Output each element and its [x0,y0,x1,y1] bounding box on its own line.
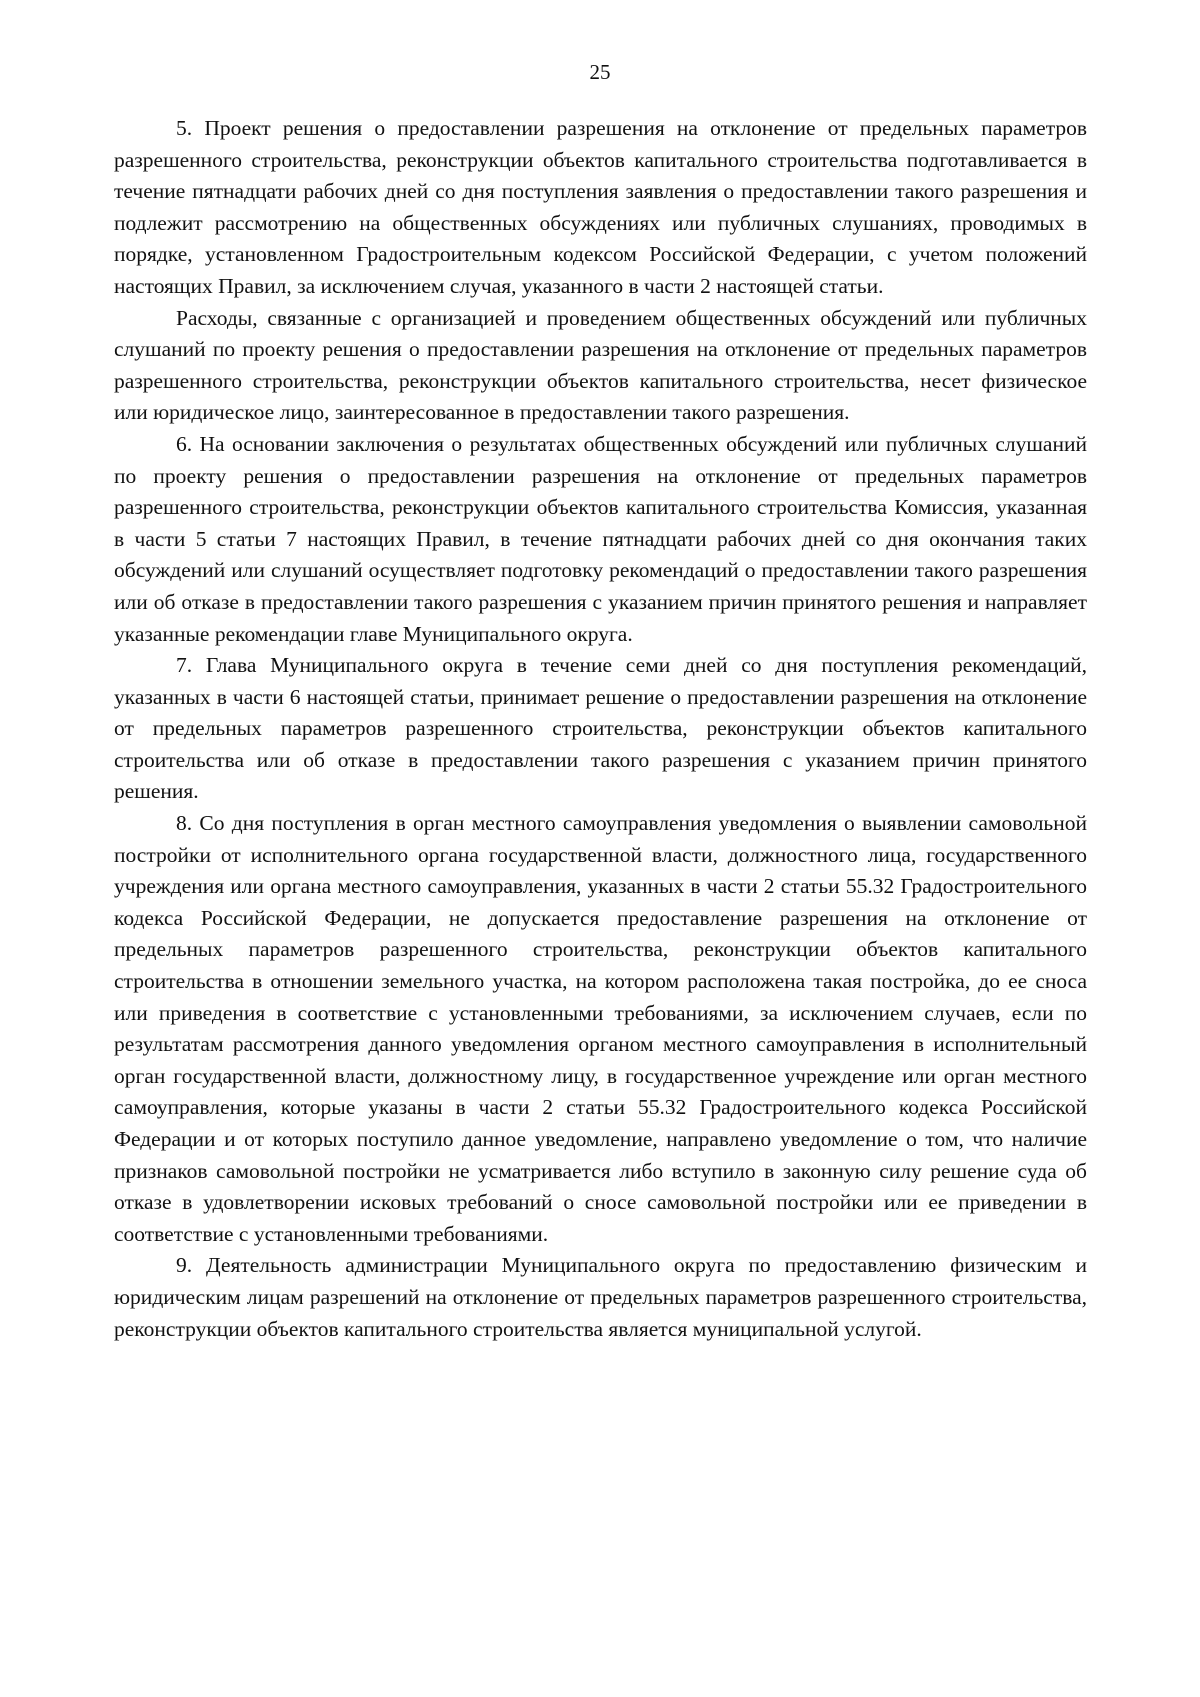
document-body [114,113,1087,1345]
paragraph-9: 9. Деятельность администрации Муниципального округа по предоставлению физическим и юридическим лицам разрешений на отклонение от предельных параметров разрешенного строительства, реконструкции объектов капитального строительства является муниципальной услугой. [114,1253,1087,1341]
paragraph-7: 7. Глава Муниципального округа в течение семи дней со дня поступления рекомендаций, указанных в части 6 настоящей статьи, принимает решение о предоставлении разрешения на отклонение от предельных параметров разрешенного строительства, реконструкции объектов капитального строительства или об отказе в предоставлении такого разрешения с указанием причин принятого решения. [114,653,1087,804]
paragraph-6: 6. На основании заключения о результатах общественных обсуждений или публичных слушаний по проекту решения о предоставлении разрешения на отклонение от предельных параметров разрешенного строительства, реконструкции объектов капитального строительства Комиссия, указанная в части 5 статьи 7 настоящих Правил, в течение пятнадцати рабочих дней со дня окончания таких обсуждений или слушаний осуществляет подготовку рекомендаций о предоставлении такого разрешения или об отказе в предоставлении такого разрешения с указанием причин принятого решения и направляет указанные рекомендации главе Муниципального округа. [114,431,1087,646]
paragraph-8: 8. Со дня поступления в орган местного самоуправления уведомления о выявлении самовольной постройки от исполнительного органа государственной власти, должностного лица, государственного учреждения или органа местного самоуправления, указанных в части 2 статьи 55.32 Градостроительного кодекса Российской Федерации, не допускается предоставление разрешения на отклонение от предельных параметров разрешенного строительства, реконструкции объектов капитального строительства в отношении земельного участка, на котором расположена такая постройка, до ее сноса или приведения в соответствие с установленными требованиями, за исключением случаев, если по результатам рассмотрения данного уведомления органом местного самоуправления в исполнительный орган государственной власти, должностному лицу, в государственное учреждение или орган местного самоуправления, которые указаны в части 2 статьи 55.32 Градостроительного кодекса Российской Федерации и от которых поступило данное уведомление, направлено уведомление о том, что наличие признаков самовольной постройки не усматривается либо вступило в законную силу решение суда об отказе в удовлетворении исковых требований о сносе самовольной постройки или ее приведении в соответствие с установленными требованиями. [114,811,1087,1246]
paragraph-expenses: Расходы, связанные с организацией и проведением общественных обсуждений или публичных слушаний по проекту решения о предоставлении разрешения на отклонение от предельных параметров разрешенного строительства, реконструкции объектов капитального строительства, несет физическое или юридическое лицо, заинтересованное в предоставлении такого разрешения. [114,305,1087,425]
page-number: 25 [589,60,611,84]
paragraph-5: 5. Проект решения о предоставлении разрешения на отклонение от предельных параметров разрешенного строительства, реконструкции объектов капитального строительства подготавливается в течение пятнадцати рабочих дней со дня поступления заявления о предоставлении такого разрешения и подлежит рассмотрению на общественных обсуждениях или публичных слушаниях, проводимых в порядке, установленном Градостроительным кодексом Российской Федерации, с учетом положений настоящих Правил, за исключением случая, указанного в части 2 настоящей статьи. [114,116,1087,298]
